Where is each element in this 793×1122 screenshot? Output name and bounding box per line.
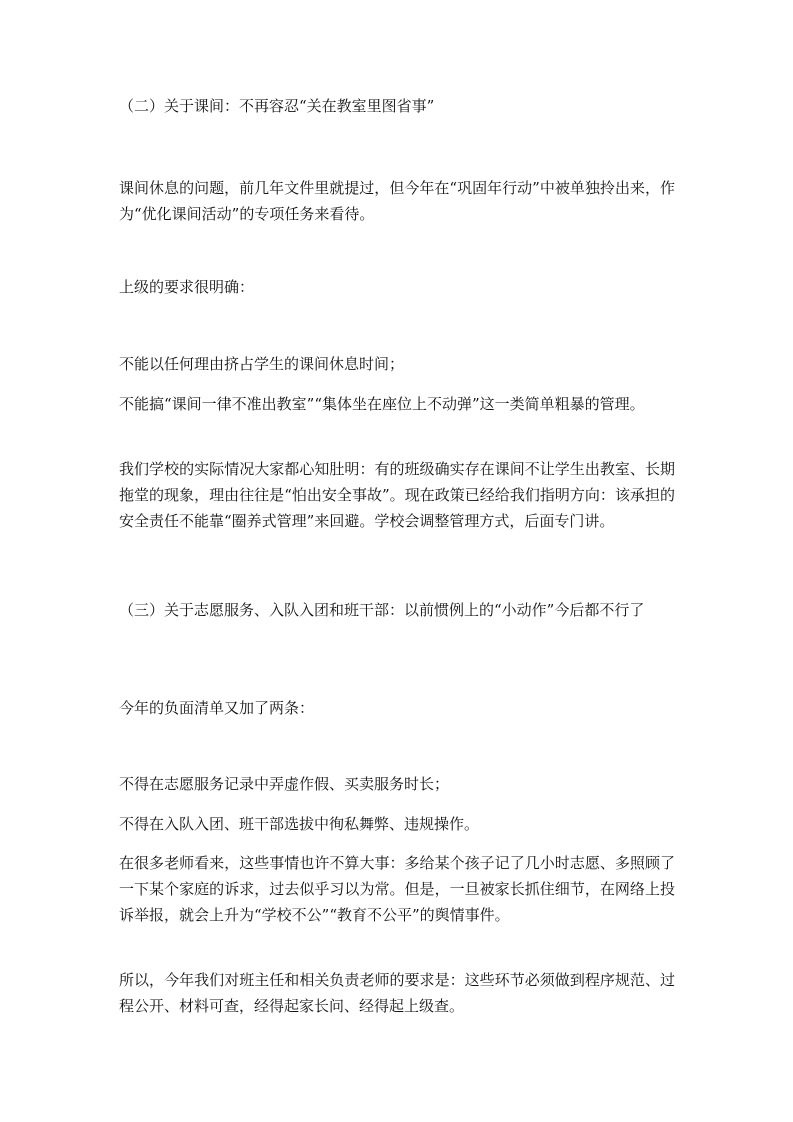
- paragraph-rule-volunteer: 不得在志愿服务记录中弄虚作假、买卖服务时长；: [119, 775, 450, 793]
- section-heading-volunteer: （三）关于志愿服务、入队入团和班干部：以前惯例上的“小动作”今后都不行了: [119, 601, 645, 619]
- paragraph-requirements-lead: 上级的要求很明确：: [119, 278, 255, 296]
- section-heading-recess: （二）关于课间：不再容忍“关在教室里图省事”: [119, 97, 435, 115]
- paragraph-school-situation: 我们学校的实际情况大家都心知肚明：有的班级确实存在课间不让学生出教室、长期拖堂的现象，理由往往是“怕出安全事故”。现在政策已经给我们指明方向：该承担的安全责任不能靠“圈养式管理”来回避。学校会调整管理方式，后面专门讲。: [119, 460, 675, 530]
- paragraph-teacher-perception: 在很多老师看来，这些事情也许不算大事：多给某个孩子记了几小时志愿、多照顾了一下某个家庭的诉求，过去似乎习以为常。但是，一旦被家长抓住细节，在网络上投诉举报，就会上升为“学校不公”“教育不公平”的舆情事件。: [119, 854, 675, 924]
- paragraph-recess-intro: 课间休息的问题，前几年文件里就提过，但今年在“巩固年行动”中被单独拎出来，作为“优化课间活动”的专项任务来看待。: [119, 179, 675, 223]
- paragraph-requirements-final: 所以，今年我们对班主任和相关负责老师的要求是：这些环节必须做到程序规范、过程公开、材料可查，经得起家长问、经得起上级查。: [119, 971, 675, 1015]
- paragraph-negative-list-lead: 今年的负面清单又加了两条：: [119, 699, 315, 717]
- paragraph-rule-no-confining: 不能搞“课间一律不准出教室”“集体坐在座位上不动弹”这一类简单粗暴的管理。: [119, 395, 645, 413]
- paragraph-rule-no-occupying: 不能以任何理由挤占学生的课间休息时间；: [119, 355, 405, 373]
- paragraph-rule-selection: 不得在入队入团、班干部选拔中徇私舞弊、违规操作。: [119, 815, 480, 833]
